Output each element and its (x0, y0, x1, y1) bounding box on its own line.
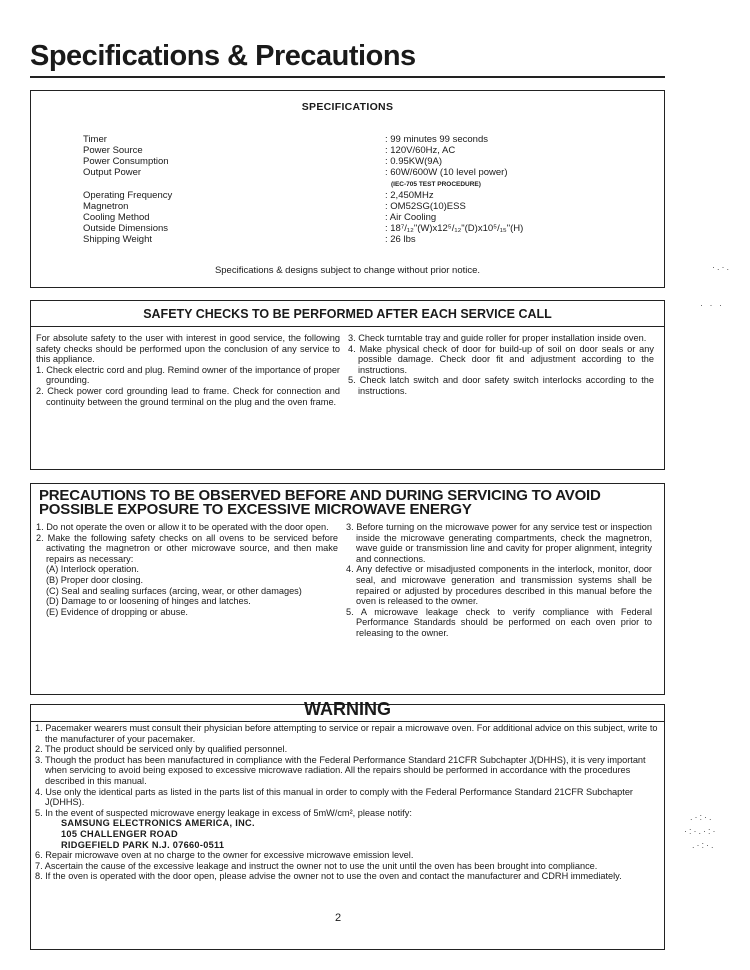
spec-note: (IEC-705 TEST PROCEDURE) (391, 181, 481, 188)
spec-row (31, 190, 664, 201)
precautions-left-column (36, 522, 338, 617)
warning-item: 2. The product should be serviced only by qualified personnel. (35, 744, 288, 755)
spec-label: Output Power (83, 167, 142, 178)
specifications-box (30, 90, 665, 288)
safety-item: 1. Check electric cord and plug. Remind owner of the importance of proper grounding. (36, 364, 340, 386)
spec-label: Timer (83, 134, 107, 145)
spec-row (31, 167, 664, 178)
title-underline (30, 76, 665, 78)
warning-box (30, 699, 665, 950)
precaution-subitem: (C) Seal and sealing surfaces (arcing, wear, or other damages) (46, 585, 302, 596)
warning-heading: WARNING (304, 699, 391, 719)
spec-value: : 99 minutes 99 seconds (385, 134, 488, 145)
address-line: 105 CHALLENGER ROAD (61, 828, 178, 839)
spec-label: Cooling Method (83, 212, 150, 223)
page-number: 2 (335, 912, 342, 924)
scan-speck: .·:·. (690, 812, 714, 822)
scan-speck: .·:·. (692, 840, 716, 850)
spec-row (31, 223, 664, 234)
warning-item: 3. Though the product has been manufactured in compliance with the Federal Performance Standard 21CFR Subchapter J(DHHS), it is very important when servicing to avoid being exposed to excessive microwave radiation. All the repairs should be performed in accordance with the procedures described in this manual. (35, 754, 646, 786)
spec-row (31, 145, 664, 156)
precaution-subitem: (A) Interlock operation. (46, 564, 139, 575)
precaution-item: 4. Any defective or misadjusted components in the interlock, monitor, door seal, and microwave generation and transmission systems shall be repaired or adjusted by procedures described in this manual before the oven is released to the owner. (346, 564, 652, 607)
spec-value: : 18⁷/₁₂"(W)x12⁵/₁₂"(D)x10⁵/₁₅"(H) (385, 223, 524, 234)
divider (31, 326, 664, 327)
spec-label: Power Consumption (83, 156, 169, 167)
spec-value: : 2,450MHz (385, 190, 434, 201)
safety-item: 5. Check latch switch and door safety switch interlocks according to the instructions. (348, 375, 654, 396)
address-line: SAMSUNG ELECTRONICS AMERICA, INC. (61, 818, 255, 829)
precaution-subitem: (D) Damage to or loosening of hinges and latches. (46, 596, 251, 607)
precaution-item: 1. Do not operate the oven or allow it to be operated with the door open. (36, 522, 329, 532)
spec-row (31, 234, 664, 245)
spec-value: : 120V/60Hz, AC (385, 145, 456, 156)
spec-value: : OM52SG(10)ESS (385, 201, 466, 212)
safety-intro: For absolute safety to the user with interest in good service, the following safety checks should be performed upon the conclusion of any service to this appliance. (36, 333, 340, 365)
spec-row (31, 156, 664, 167)
spec-value: : 60W/600W (10 level power) (385, 167, 508, 178)
page-title: Specifications & Precautions (30, 40, 416, 72)
address-line: RIDGEFIELD PARK N.J. 07660-0511 (61, 839, 225, 850)
specifications-heading: SPECIFICATIONS (301, 101, 394, 113)
spec-row (31, 179, 664, 190)
precautions-box (30, 483, 665, 695)
scan-speck: · · · (700, 300, 724, 310)
spec-label: Magnetron (83, 201, 129, 212)
spec-label: Power Source (83, 145, 143, 156)
precautions-right-column (346, 522, 652, 639)
warning-item: 5. In the event of suspected microwave energy leakage in excess of 5mW/cm², please notify: (35, 807, 412, 818)
specifications-footnote: Specifications & designs subject to change without prior notice. (214, 265, 481, 276)
precaution-subitem: (E) Evidence of dropping or abuse. (46, 606, 188, 617)
spec-label: Operating Frequency (83, 190, 173, 201)
precaution-item: 2. Make the following safety checks on all ovens to be serviced before activating the magnetron or other microwave source, and then make repairs as necessary: (36, 532, 338, 564)
warning-item: 7. Ascertain the cause of the excessive leakage and instruct the owner not to use the unit until the oven has been brought into compliance. (35, 860, 598, 871)
warning-item: 6. Repair microwave oven at no charge to the owner for excessive microwave emission level. (35, 850, 414, 861)
spec-row (31, 134, 664, 145)
warning-item: 1. Pacemaker wearers must consult their physician before attempting to service or repair a microwave oven. For additional advice on this subject, write to the manufacturer of your pacemaker. (35, 723, 658, 744)
scan-speck: ·:·.·:· (684, 826, 718, 836)
spec-label: Shipping Weight (83, 234, 153, 245)
spec-value: : 0.95KW(9A) (385, 156, 443, 167)
warning-item: 8. If the oven is operated with the door open, please advise the owner not to use the oven and contact the manufacturer and CDRH immediately. (35, 871, 622, 882)
precautions-heading: PRECAUTIONS TO BE OBSERVED BEFORE AND DURING SERVICING TO AVOID POSSIBLE EXPOSURE TO EXCESSIVE MICROWAVE ENERGY (39, 487, 601, 518)
warning-item: 4. Use only the identical parts as listed in the parts list of this manual in order to comply with the Federal Performance Standard 21CFR Subchapter J(DHHS). (35, 786, 633, 808)
spec-row (31, 212, 664, 223)
safety-item: 2. Check power cord grounding lead to frame. Check for connection and continuity between the ground terminal on the plug and the oven frame. (36, 385, 340, 407)
warning-list (35, 723, 660, 882)
safety-checks-heading: SAFETY CHECKS TO BE PERFORMED AFTER EACH SERVICE CALL (143, 307, 552, 321)
precaution-item: 5. A microwave leakage check to verify compliance with Federal Performance Standards should be performed on each oven prior to releasing to the owner. (346, 606, 652, 638)
safety-checks-box (30, 300, 665, 470)
spec-value: : Air Cooling (385, 212, 437, 223)
precaution-subitem: (B) Proper door closing. (46, 574, 144, 585)
safety-right-column (348, 333, 654, 397)
spec-value: : 26 lbs (385, 234, 416, 245)
spec-row (31, 201, 664, 212)
safety-item: 4. Make physical check of door for build-up of soil on door seals or any possible damage. Check door fit and adjustment according to the instructions. (348, 343, 654, 375)
safety-left-column (36, 333, 340, 407)
precaution-item: 3. Before turning on the microwave power for any service test or inspection inside the microwave generating compartments, check the magnetron, wave guide or transmission line and cavity for proper alignment, integrity and connections. (346, 522, 652, 564)
safety-item: 3. Check turntable tray and guide roller for proper installation inside oven. (348, 333, 647, 343)
spec-label: Outside Dimensions (83, 223, 169, 234)
scan-speck: ·.·. (712, 262, 731, 272)
divider (31, 721, 664, 722)
